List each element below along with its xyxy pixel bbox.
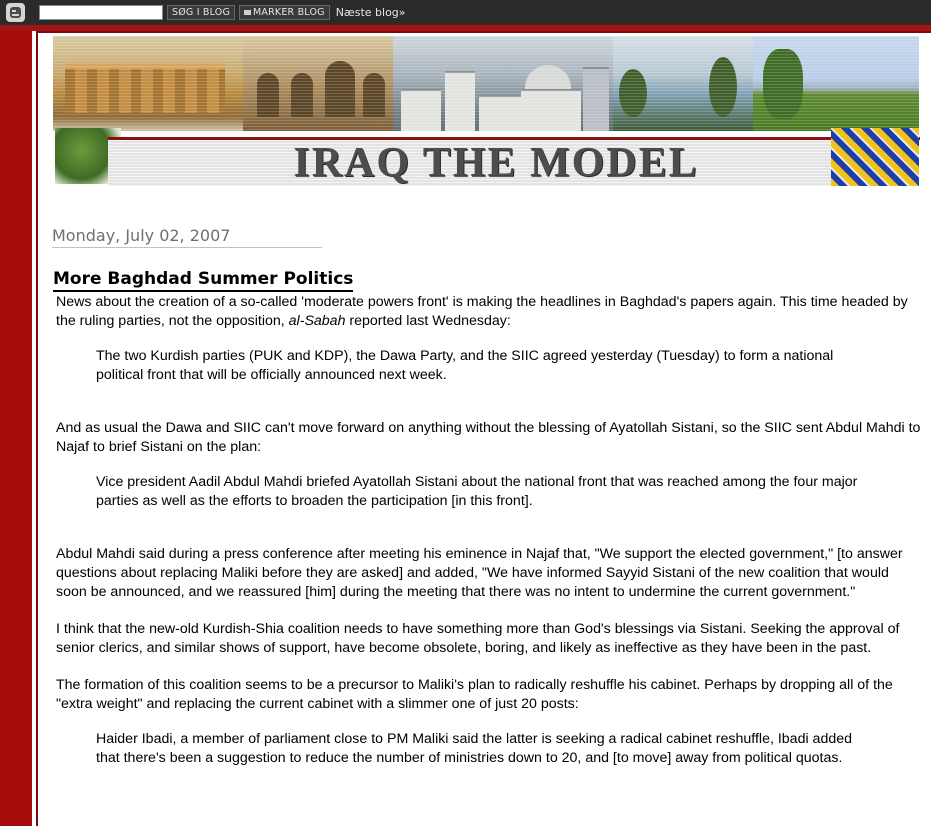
post-paragraph: And as usual the Dawa and SIIC can't move forward on anything without the blessing of Ayatollah Sistani, so the SIIC sent Abdul Mahdi to Najaf to brief Sistani on the plan: [56,420,921,455]
post-body [56,293,922,768]
blockquote: The two Kurdish parties (PUK and KDP), the Dawa Party, and the SIIC agreed yesterday (Tuesday) to form a national political front that will be officially announced next week. [96,348,834,383]
content-top-border [36,31,931,33]
paragraph-text: reported last Wednesday: [345,313,511,329]
post-paragraph [56,293,922,331]
blockquote: Haider Ibadi, a member of parliament close to PM Maliki said the latter is seeking a radical cabinet reshuffle, Ibadi added that there's been a suggestion to reduce the number of ministries down to 20, and [to move] away from political quotas. [96,731,853,766]
mosaic-image [831,128,919,186]
flag-icon [244,10,251,15]
post-paragraph: The formation of this coalition seems to be a precursor to Maliki's plan to radically reshuffle his cabinet. Perhaps by dropping all of the "extra weight" and replacing the current cabinet with a slimmer one of just 20 posts: [56,677,893,712]
search-blog-button[interactable] [167,5,235,20]
left-red-bar [0,31,32,826]
paragraph-text: News about the creation of a so-called 'moderate powers front' is making the headlines in Baghdad's papers again. This time headed by the ruling parties, not the opposition, [56,294,908,329]
post-paragraph: Abdul Mahdi said during a press conference after meeting his eminence in Najaf that, "We support the elected government," [to answer questions about replacing Maliki before they are asked] and added, "We have informed Sayyid Sistani of the new coalition that would soon be announced, and we reassured [him] during the meeting that there was no intent to undermine the current government." [56,546,903,600]
post-title[interactable]: More Baghdad Summer Politics [53,269,353,292]
blog-search-input[interactable] [39,5,163,20]
blogger-logo-icon[interactable] [6,3,25,22]
blockquote: Vice president Aadil Abdul Mahdi briefed Ayatollah Sistani about the national front that was reached among the four major parties as well as the efforts to broaden the participation [in this front]. [96,474,858,509]
post-date-header: Monday, July 02, 2007 [52,226,322,248]
flag-blog-button[interactable] [239,5,330,20]
search-blog-label: SØG I BLOG [172,7,231,18]
blogger-navbar [0,0,931,25]
flag-blog-label: MARKER BLOG [253,7,325,18]
blog-title: IRAQ THE MODEL [293,140,699,186]
source-name: al-Sabah [288,313,346,329]
post-paragraph: I think that the new-old Kurdish-Shia coalition needs to have something more than God's blessings via Sistani. Seeking the approval of senior clerics, and similar shows of support, have become obsolete, boring, and likely as ineffective as they have been in the past. [56,621,900,656]
content-left-border [36,31,38,826]
next-blog-link[interactable]: Næste blog» [335,6,406,19]
header-photo-strip [53,36,919,131]
banner-title-band [108,140,884,186]
blog-header-banner[interactable] [53,36,919,188]
